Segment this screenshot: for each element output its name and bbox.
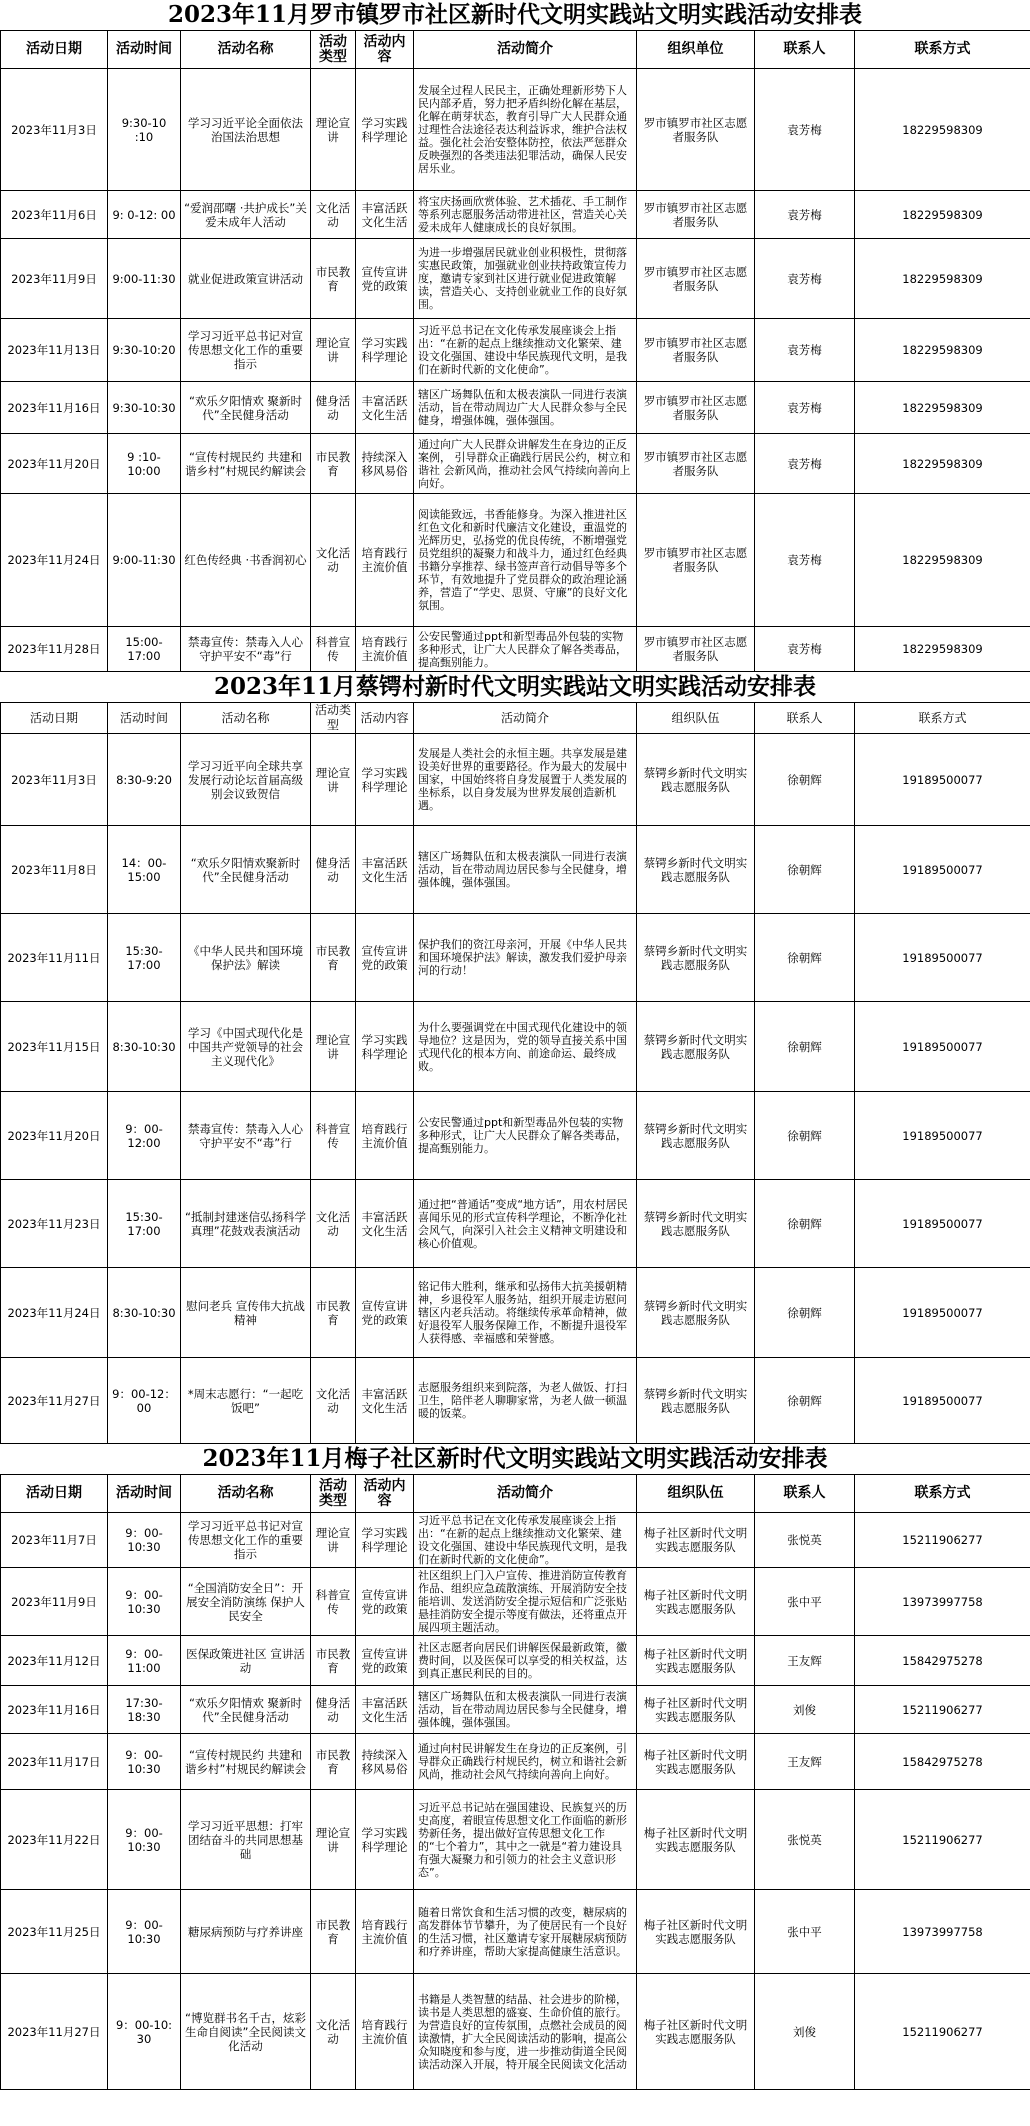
cell-intro: 社区志愿者向居民们讲解医保最新政策，徽费时间，以及医保可以享受的相关权益，达到真正惠民利民的目的。 <box>414 1636 637 1686</box>
cell-content: 培育践行主流价值 <box>356 1890 414 1974</box>
cell-phone: 19189500077 <box>855 826 1030 914</box>
cell-org: 梅子社区新时代文明实践志愿服务队 <box>637 1734 755 1790</box>
schedule-table <box>0 30 1030 672</box>
cell-name: 慰问老兵 宣传伟大抗战精神 <box>181 1268 311 1358</box>
cell-phone: 13973997758 <box>855 1568 1030 1636</box>
cell-type: 市民教育 <box>311 1268 356 1358</box>
table-row <box>1 914 1030 1002</box>
cell-phone: 18229598309 <box>855 494 1030 627</box>
cell-phone: 19189500077 <box>855 1180 1030 1268</box>
cell-content: 学习实践科学理论 <box>356 1002 414 1092</box>
cell-date: 2023年11月3日 <box>1 69 108 191</box>
cell-type: 文化活动 <box>311 191 356 239</box>
section-meizi <box>0 1444 1030 2090</box>
table-row <box>1 382 1030 434</box>
cell-type: 健身活动 <box>311 382 356 434</box>
cell-contact: 张中平 <box>755 1890 855 1974</box>
header-name: 活动名称 <box>181 1475 311 1513</box>
cell-name: 《中华人民共和国环境保护法》解读 <box>181 914 311 1002</box>
cell-intro: 铭记伟大胜利，继承和弘扬伟大抗美援朝精神，乡退役军人服务站，组织开展走访慰问辖区内老兵活动。将继续传承革命精神，做好退役军人服务保障工作，不断提升退役军人获得感、幸福感和荣誉感。 <box>414 1268 637 1358</box>
section-luoshi <box>0 0 1030 672</box>
cell-contact: 张悦英 <box>755 1513 855 1568</box>
table-row <box>1 826 1030 914</box>
cell-content: 丰富活跃文化生活 <box>356 826 414 914</box>
header-intro: 活动简介 <box>414 703 637 734</box>
cell-content: 持续深入移风易俗 <box>356 434 414 494</box>
cell-time: 14：00-15:00 <box>108 826 181 914</box>
cell-date: 2023年11月24日 <box>1 494 108 627</box>
cell-name: 禁毒宣传：禁毒入人心守护平安不“毒”行 <box>181 627 311 672</box>
cell-name: 学习《中国式现代化是中国共产党领导的社会主义现代化》 <box>181 1002 311 1092</box>
section-title: 2023年11月罗市镇罗市社区新时代文明实践站文明实践活动安排表 <box>167 1 863 28</box>
cell-time: 15:30-17:00 <box>108 1180 181 1268</box>
table-row <box>1 319 1030 382</box>
header-date: 活动日期 <box>1 703 108 734</box>
cell-date: 2023年11月8日 <box>1 826 108 914</box>
header-time: 活动时间 <box>108 1475 181 1513</box>
header-time: 活动时间 <box>108 703 181 734</box>
cell-contact: 徐朝辉 <box>755 734 855 826</box>
header-contact: 联系人 <box>755 703 855 734</box>
header-content: 活动内容 <box>356 31 414 69</box>
cell-content: 学习实践科学理论 <box>356 1790 414 1890</box>
cell-date: 2023年11月3日 <box>1 734 108 826</box>
cell-contact: 袁芳梅 <box>755 239 855 319</box>
cell-org: 蔡锷乡新时代文明实践志愿服务队 <box>637 1002 755 1092</box>
cell-type: 市民教育 <box>311 1636 356 1686</box>
cell-date: 2023年11月20日 <box>1 434 108 494</box>
cell-phone: 15842975278 <box>855 1636 1030 1686</box>
header-time: 活动时间 <box>108 31 181 69</box>
cell-intro: 将宝庆扬画欣赏体验、艺术插花、手工制作等系列志愿服务活动带进社区，营造关心关爱未成年人健康成长的良好氛围。 <box>414 191 637 239</box>
cell-contact: 徐朝辉 <box>755 1358 855 1444</box>
table-row <box>1 734 1030 826</box>
cell-date: 2023年11月6日 <box>1 191 108 239</box>
cell-phone: 18229598309 <box>855 191 1030 239</box>
cell-contact: 徐朝辉 <box>755 1002 855 1092</box>
table-row <box>1 1790 1030 1890</box>
cell-time: 9：00-12:00 <box>108 1092 181 1180</box>
cell-date: 2023年11月27日 <box>1 1358 108 1444</box>
cell-org: 梅子社区新时代文明实践志愿服务队 <box>637 1686 755 1734</box>
cell-name: “全国消防安全日”：开展安全消防演练 保护人民安全 <box>181 1568 311 1636</box>
cell-intro: 志愿服务组织来到院落，为老人做饭、打扫卫生，陪伴老人聊聊家常，为老人做一顿温暖的饭菜。 <box>414 1358 637 1444</box>
cell-type: 健身活动 <box>311 1686 356 1734</box>
table-row <box>1 627 1030 672</box>
table-row <box>1 191 1030 239</box>
header-org: 组织队伍 <box>637 703 755 734</box>
cell-org: 罗市镇罗市社区志愿者服务队 <box>637 434 755 494</box>
cell-contact: 袁芳梅 <box>755 319 855 382</box>
cell-type: 市民教育 <box>311 914 356 1002</box>
cell-org: 蔡锷乡新时代文明实践志愿服务队 <box>637 826 755 914</box>
cell-date: 2023年11月23日 <box>1 1180 108 1268</box>
cell-contact: 袁芳梅 <box>755 494 855 627</box>
cell-time: 9：00-10:30 <box>108 1568 181 1636</box>
cell-date: 2023年11月28日 <box>1 627 108 672</box>
cell-intro: 书籍是人类智慧的结晶、社会进步的阶梯，读书是人类思想的盛宴、生命价值的旅行。为营造良好的宣传氛围，点燃社会成员的阅读激情，扩大全民阅读活动的影响，提高公众知晓度和参与度，进一步推动街道全民阅读活动深入开展，特开展全民阅读文化活动 <box>414 1974 637 2090</box>
header-intro: 活动简介 <box>414 1475 637 1513</box>
table-row <box>1 1686 1030 1734</box>
cell-time: 9:30-10 :10 <box>108 69 181 191</box>
cell-time: 9: 0-12: 00 <box>108 191 181 239</box>
cell-name: “宣传村规民约 共建和谐乡村”村规民约解读会 <box>181 1734 311 1790</box>
cell-org: 蔡锷乡新时代文明实践志愿服务队 <box>637 734 755 826</box>
cell-org: 梅子社区新时代文明实践志愿服务队 <box>637 1974 755 2090</box>
cell-intro: 习近平总书记在文化传承发展座谈会上指出：“在新的起点上继续推动文化繁荣、建设文化强国、建设中华民族现代文明，是我们在新时代新的文化使命”。 <box>414 319 637 382</box>
cell-date: 2023年11月25日 <box>1 1890 108 1974</box>
cell-name: “爱润邵曙 ·共护成长”关爱未成年人活动 <box>181 191 311 239</box>
header-type: 活动类型 <box>311 31 356 69</box>
cell-type: 科普宣传 <box>311 1092 356 1180</box>
section-title: 2023年11月蔡锷村新时代文明实践站文明实践活动安排表 <box>213 673 817 700</box>
cell-org: 梅子社区新时代文明实践志愿服务队 <box>637 1790 755 1890</box>
header-row <box>1 703 1030 734</box>
cell-time: 9：00-11:00 <box>108 1636 181 1686</box>
header-phone: 联系方式 <box>855 31 1030 69</box>
cell-date: 2023年11月9日 <box>1 1568 108 1636</box>
cell-org: 梅子社区新时代文明实践志愿服务队 <box>637 1568 755 1636</box>
cell-time: 15:30-17:00 <box>108 914 181 1002</box>
cell-name: 学习习近平总书记对宣传思想文化工作的重要指示 <box>181 319 311 382</box>
cell-org: 蔡锷乡新时代文明实践志愿服务队 <box>637 1268 755 1358</box>
cell-intro: 保护我们的资江母亲河，开展《中华人民共和国环境保护法》解读，激发我们爱护母亲河的行动！ <box>414 914 637 1002</box>
table-row <box>1 1268 1030 1358</box>
cell-time: 9：00-12：00 <box>108 1358 181 1444</box>
cell-intro: 发展全过程人民民主，正确处理新形势下人民内部矛盾，努力把矛盾纠纷化解在基层，化解在萌芽状态，教育引导广大人民群众通过理性合法途径表达利益诉求，维护合法权益。强化社会治安整体防控，依法严惩群众反映强烈的各类违法犯罪活动，确保人民安居乐业。 <box>414 69 637 191</box>
header-phone: 联系方式 <box>855 703 1030 734</box>
cell-intro: 随着日常饮食和生活习惯的改变，糖尿病的高发群体节节攀升，为了使居民有一个良好的生活习惯，社区邀请专家开展糖尿病预防和疗养讲座，帮助大家提高健康生活意识。 <box>414 1890 637 1974</box>
cell-content: 培育践行主流价值 <box>356 1092 414 1180</box>
cell-name: “欢乐夕阳情欢 聚新时代”全民健身活动 <box>181 1686 311 1734</box>
cell-content: 宣传宣讲党的政策 <box>356 914 414 1002</box>
cell-name: “欢乐夕阳情欢聚新时代”全民健身活动 <box>181 826 311 914</box>
cell-content: 丰富活跃文化生活 <box>356 1686 414 1734</box>
cell-type: 理论宣讲 <box>311 1002 356 1092</box>
cell-phone: 18229598309 <box>855 434 1030 494</box>
cell-type: 市民教育 <box>311 239 356 319</box>
cell-intro: 习近平总书记在文化传承发展座谈会上指出：“在新的起点上继续推动文化繁荣、建设文化强国、建设中华民族现代文明，是我们在新时代新的文化使命”。 <box>414 1513 637 1568</box>
cell-contact: 袁芳梅 <box>755 382 855 434</box>
cell-org: 梅子社区新时代文明实践志愿服务队 <box>637 1636 755 1686</box>
table-row <box>1 434 1030 494</box>
cell-intro: 社区组织上门入户宣传、推进消防宣传教育作品、组织应急疏散演练、开展消防安全技能培训、发送消防安全提示短信和广泛张贴悬挂消防安全提示等度有做法，还将重点开展四项主题活动。 <box>414 1568 637 1636</box>
table-row <box>1 1092 1030 1180</box>
cell-type: 市民教育 <box>311 1734 356 1790</box>
cell-contact: 徐朝辉 <box>755 1268 855 1358</box>
section-caie <box>0 672 1030 1444</box>
cell-name: 学习习近平向全球共享发展行动论坛首届高级别会议致贺信 <box>181 734 311 826</box>
cell-name: 学习习近平思想：打牢团结奋斗的共同思想基础 <box>181 1790 311 1890</box>
cell-intro: 发展是人类社会的永恒主题。共享发展是建设美好世界的重要路径。作为最大的发展中国家，中国始终将自身发展置于人类发展的坐标系，以自身发展为世界发展创造新机遇。 <box>414 734 637 826</box>
cell-time: 17:30-18:30 <box>108 1686 181 1734</box>
cell-date: 2023年11月16日 <box>1 382 108 434</box>
header-contact: 联系人 <box>755 1475 855 1513</box>
cell-date: 2023年11月22日 <box>1 1790 108 1890</box>
header-name: 活动名称 <box>181 703 311 734</box>
cell-contact: 袁芳梅 <box>755 191 855 239</box>
cell-contact: 张悦英 <box>755 1790 855 1890</box>
cell-contact: 袁芳梅 <box>755 434 855 494</box>
cell-intro: 通过向村民讲解发生在身边的正反案例，引导群众正确践行村规民约，树立和谐社会新风尚，推动社会风气持续向善向上向好。 <box>414 1734 637 1790</box>
cell-org: 罗市镇罗市社区志愿者服务队 <box>637 382 755 434</box>
cell-content: 持续深入移风易俗 <box>356 1734 414 1790</box>
header-type: 活动类型 <box>311 703 356 734</box>
cell-date: 2023年11月7日 <box>1 1513 108 1568</box>
cell-contact: 王友辉 <box>755 1636 855 1686</box>
cell-date: 2023年11月17日 <box>1 1734 108 1790</box>
cell-content: 宣传宣讲党的政策 <box>356 1568 414 1636</box>
cell-content: 丰富活跃文化生活 <box>356 1358 414 1444</box>
header-row <box>1 31 1030 69</box>
cell-type: 理论宣讲 <box>311 1790 356 1890</box>
cell-phone: 15211906277 <box>855 1974 1030 2090</box>
cell-type: 理论宣讲 <box>311 734 356 826</box>
cell-name: 糖尿病预防与疗养讲座 <box>181 1890 311 1974</box>
cell-time: 9 :10-10:00 <box>108 434 181 494</box>
cell-org: 罗市镇罗市社区志愿者服务队 <box>637 191 755 239</box>
cell-date: 2023年11月9日 <box>1 239 108 319</box>
header-org: 组织单位 <box>637 31 755 69</box>
cell-time: 9:30-10:20 <box>108 319 181 382</box>
cell-name: “抵制封建迷信弘扬科学真理”花鼓戏表演活动 <box>181 1180 311 1268</box>
header-date: 活动日期 <box>1 1475 108 1513</box>
cell-phone: 15211906277 <box>855 1686 1030 1734</box>
table-row <box>1 1180 1030 1268</box>
cell-name: 学习习近平论全面依法治国法治思想 <box>181 69 311 191</box>
cell-type: 科普宣传 <box>311 627 356 672</box>
cell-content: 学习实践科学理论 <box>356 319 414 382</box>
cell-type: 文化活动 <box>311 1180 356 1268</box>
cell-contact: 张中平 <box>755 1568 855 1636</box>
cell-contact: 徐朝辉 <box>755 914 855 1002</box>
cell-phone: 15211906277 <box>855 1790 1030 1890</box>
cell-time: 9：00-10: 30 <box>108 1974 181 2090</box>
table-row <box>1 69 1030 191</box>
cell-phone: 18229598309 <box>855 319 1030 382</box>
cell-content: 学习实践科学理论 <box>356 1513 414 1568</box>
table-row <box>1 1568 1030 1636</box>
cell-org: 罗市镇罗市社区志愿者服务队 <box>637 627 755 672</box>
cell-phone: 18229598309 <box>855 627 1030 672</box>
cell-name: 就业促进政策宣讲活动 <box>181 239 311 319</box>
cell-contact: 刘俊 <box>755 1974 855 2090</box>
header-type: 活动类型 <box>311 1475 356 1513</box>
cell-org: 梅子社区新时代文明实践志愿服务队 <box>637 1513 755 1568</box>
cell-intro: 通过把“普通话”变成“地方话”，用农村居民喜闻乐见的形式宣传科学理论，不断净化社会风气，向深引入社会主义精神文明建设和核心价值观。 <box>414 1180 637 1268</box>
cell-contact: 王友辉 <box>755 1734 855 1790</box>
cell-type: 理论宣讲 <box>311 319 356 382</box>
cell-name: “宣传村规民约 共建和谐乡村”村规民约解读会 <box>181 434 311 494</box>
cell-time: 9：00-10:30 <box>108 1790 181 1890</box>
header-intro: 活动简介 <box>414 31 637 69</box>
cell-date: 2023年11月13日 <box>1 319 108 382</box>
cell-time: 8:30-10:30 <box>108 1002 181 1092</box>
cell-contact: 袁芳梅 <box>755 627 855 672</box>
cell-intro: 辖区广场舞队伍和太极表演队一同进行表演活动，旨在带动周边居民参与全民健身，增强体魄，强体强国。 <box>414 826 637 914</box>
cell-date: 2023年11月15日 <box>1 1002 108 1092</box>
cell-org: 蔡锷乡新时代文明实践志愿服务队 <box>637 914 755 1002</box>
cell-org: 蔡锷乡新时代文明实践志愿服务队 <box>637 1092 755 1180</box>
header-content: 活动内容 <box>356 703 414 734</box>
cell-time: 9:00-11:30 <box>108 494 181 627</box>
cell-content: 学习实践科学理论 <box>356 734 414 826</box>
cell-name: 学习习近平总书记对宣传思想文化工作的重要指示 <box>181 1513 311 1568</box>
cell-intro: 习近平总书记站在强国建设、民族复兴的历史高度，着眼宣传思想文化工作面临的新形势新任务，提出做好宣传思想文化工作的“七个着力”，其中之一就是“着力建设具有强大凝聚力和引领力的社会主义意识形态”。 <box>414 1790 637 1890</box>
table-row <box>1 239 1030 319</box>
cell-phone: 19189500077 <box>855 1358 1030 1444</box>
cell-org: 罗市镇罗市社区志愿者服务队 <box>637 69 755 191</box>
cell-contact: 徐朝辉 <box>755 1092 855 1180</box>
header-contact: 联系人 <box>755 31 855 69</box>
cell-type: 科普宣传 <box>311 1568 356 1636</box>
cell-org: 梅子社区新时代文明实践志愿服务队 <box>637 1890 755 1974</box>
cell-intro: 为进一步增强居民就业创业积极性，贯彻落实惠民政策，加强就业创业扶持政策宣传力度，邀请专家到社区进行就业促进政策解读，营造关心、支持创业就业工作的良好氛围。 <box>414 239 637 319</box>
cell-org: 罗市镇罗市社区志愿者服务队 <box>637 319 755 382</box>
cell-org: 蔡锷乡新时代文明实践志愿服务队 <box>637 1358 755 1444</box>
table-row <box>1 1890 1030 1974</box>
cell-time: 9：00-10:30 <box>108 1513 181 1568</box>
cell-date: 2023年11月20日 <box>1 1092 108 1180</box>
cell-phone: 13973997758 <box>855 1890 1030 1974</box>
cell-intro: 通过向广大人民群众讲解发生在身边的正反案例， 引导群众正确践行居民公约，树立和谐社 会新风尚，推动社会风气持续向善向上向好。 <box>414 434 637 494</box>
cell-name: 医保政策进社区 宣讲活动 <box>181 1636 311 1686</box>
cell-type: 文化活动 <box>311 1974 356 2090</box>
cell-content: 宣传宣讲党的政策 <box>356 239 414 319</box>
cell-date: 2023年11月24日 <box>1 1268 108 1358</box>
cell-time: 9:00-11:30 <box>108 239 181 319</box>
cell-time: 9：00-10:30 <box>108 1890 181 1974</box>
cell-type: 文化活动 <box>311 494 356 627</box>
cell-content: 培育践行主流价值 <box>356 1974 414 2090</box>
header-phone: 联系方式 <box>855 1475 1030 1513</box>
cell-name: *周末志愿行：“一起吃饭吧” <box>181 1358 311 1444</box>
cell-type: 市民教育 <box>311 434 356 494</box>
cell-phone: 19189500077 <box>855 1268 1030 1358</box>
header-name: 活动名称 <box>181 31 311 69</box>
cell-name: “欢乐夕阳情欢 聚新时代”全民健身活动 <box>181 382 311 434</box>
cell-contact: 袁芳梅 <box>755 69 855 191</box>
cell-phone: 19189500077 <box>855 1002 1030 1092</box>
cell-intro: 公安民警通过ppt和新型毒品外包装的实物多种形式，让广大人民群众了解各类毒品，提高甄别能力。 <box>414 627 637 672</box>
cell-phone: 15211906277 <box>855 1513 1030 1568</box>
table-row <box>1 1002 1030 1092</box>
cell-type: 理论宣讲 <box>311 69 356 191</box>
cell-name: 红色传经典 ·书香润初心 <box>181 494 311 627</box>
section-title: 2023年11月梅子社区新时代文明实践站文明实践活动安排表 <box>202 1445 828 1472</box>
cell-name: 禁毒宣传：禁毒入人心守护平安不“毒”行 <box>181 1092 311 1180</box>
cell-phone: 18229598309 <box>855 382 1030 434</box>
cell-content: 学习实践科学理论 <box>356 69 414 191</box>
table-row <box>1 1513 1030 1568</box>
cell-content: 丰富活跃文化生活 <box>356 382 414 434</box>
cell-contact: 刘俊 <box>755 1686 855 1734</box>
table-row <box>1 494 1030 627</box>
cell-intro: 阅读能致远，书香能修身。为深入推进社区红色文化和新时代廉洁文化建设，重温党的光辉历史，弘扬党的优良传统，不断增强党员党组织的凝聚力和战斗力，通过红色经典书籍分享推荐、绿书签声音行动倡导等多个环节，有效地提升了党员群众的政治理论涵养，营造了“学史、思贤、守廉”的良好文化氛围。 <box>414 494 637 627</box>
cell-phone: 18229598309 <box>855 239 1030 319</box>
cell-type: 理论宣讲 <box>311 1513 356 1568</box>
cell-content: 培育践行主流价值 <box>356 627 414 672</box>
cell-name: “博览群书名千古，炫彩生命自阅读”全民阅读文化活动 <box>181 1974 311 2090</box>
cell-time: 8:30-9:20 <box>108 734 181 826</box>
cell-date: 2023年11月11日 <box>1 914 108 1002</box>
cell-org: 罗市镇罗市社区志愿者服务队 <box>637 239 755 319</box>
cell-date: 2023年11月16日 <box>1 1686 108 1734</box>
cell-intro: 为什么要强调党在中国式现代化建设中的领导地位？这是因为，党的领导直接关系中国式现代化的根本方向、前途命运、最终成败。 <box>414 1002 637 1092</box>
table-row <box>1 1734 1030 1790</box>
table-row <box>1 1636 1030 1686</box>
cell-content: 宣传宣讲党的政策 <box>356 1636 414 1686</box>
cell-intro: 辖区广场舞队伍和太极表演队一同进行表演活动，旨在带动周边广大人民群众参与全民健身，增强体魄，强体强国。 <box>414 382 637 434</box>
schedule-table <box>0 1474 1030 2090</box>
cell-contact: 徐朝辉 <box>755 826 855 914</box>
table-row <box>1 1358 1030 1444</box>
cell-time: 9:30-10:30 <box>108 382 181 434</box>
cell-type: 健身活动 <box>311 826 356 914</box>
cell-intro: 辖区广场舞队伍和太极表演队一同进行表演活动，旨在带动周边居民参与全民健身，增强体魄，强体强国。 <box>414 1686 637 1734</box>
schedule-table <box>0 702 1030 1444</box>
cell-content: 宣传宣讲党的政策 <box>356 1268 414 1358</box>
header-row <box>1 1475 1030 1513</box>
cell-type: 文化活动 <box>311 1358 356 1444</box>
cell-org: 蔡锷乡新时代文明实践志愿服务队 <box>637 1180 755 1268</box>
cell-phone: 15842975278 <box>855 1734 1030 1790</box>
cell-date: 2023年11月27日 <box>1 1974 108 2090</box>
cell-org: 罗市镇罗市社区志愿者服务队 <box>637 494 755 627</box>
header-content: 活动内容 <box>356 1475 414 1513</box>
cell-phone: 19189500077 <box>855 734 1030 826</box>
cell-content: 丰富活跃文化生活 <box>356 1180 414 1268</box>
cell-intro: 公安民警通过ppt和新型毒品外包装的实物多种形式，让广大人民群众了解各类毒品，提高甄别能力。 <box>414 1092 637 1180</box>
cell-time: 15:00-17:00 <box>108 627 181 672</box>
cell-time: 9：00-10:30 <box>108 1734 181 1790</box>
cell-phone: 19189500077 <box>855 914 1030 1002</box>
cell-content: 培育践行主流价值 <box>356 494 414 627</box>
cell-date: 2023年11月12日 <box>1 1636 108 1686</box>
cell-time: 8:30-10:30 <box>108 1268 181 1358</box>
cell-content: 丰富活跃文化生活 <box>356 191 414 239</box>
table-row <box>1 1974 1030 2090</box>
cell-type: 市民教育 <box>311 1890 356 1974</box>
cell-contact: 徐朝辉 <box>755 1180 855 1268</box>
header-org: 组织队伍 <box>637 1475 755 1513</box>
header-date: 活动日期 <box>1 31 108 69</box>
cell-phone: 18229598309 <box>855 69 1030 191</box>
cell-phone: 19189500077 <box>855 1092 1030 1180</box>
